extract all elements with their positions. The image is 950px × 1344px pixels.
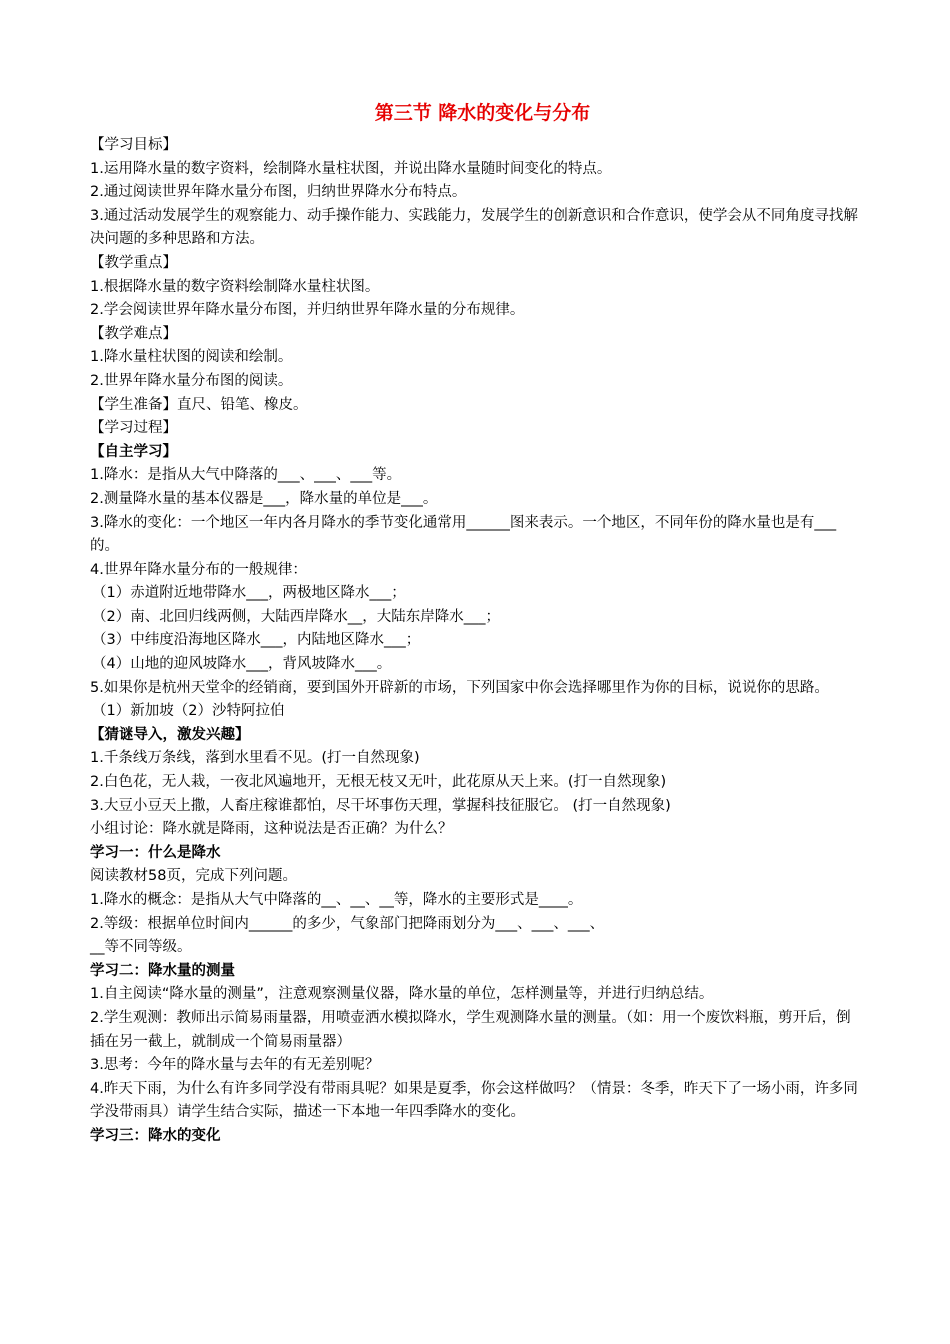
section-heading-objectives: 【学习目标】 (90, 137, 177, 153)
section-heading-study-three: 学习三：降水的变化 (90, 1127, 221, 1144)
student-preparation: 【学生准备】直尺、铅笔、橡皮。 (90, 396, 308, 413)
difficulty-item: 2.世界年降水量分布图的阅读。 (90, 372, 293, 389)
rule-item: （2）南、北回归线两侧，大陆西岸降水__，大陆东岸降水___； (92, 608, 500, 625)
section-heading-self-study: 【自主学习】 (90, 443, 177, 460)
option-list: （1）新加坡（2）沙特阿拉伯 (92, 703, 285, 720)
study-item: 4.昨天下雨，为什么有许多同学没有带雨具呢？如果是夏季，你会这样做吗？（情景：冬季，昨天下了一场小雨，许多同学没带雨具）请学生结合实际，描述一下本地一年四季降水的变化。 (90, 1080, 858, 1121)
objective-item: 2.通过阅读世界年降水量分布图，归纳世界降水分布特点。 (90, 184, 467, 201)
self-study-item: 3.降水的变化：一个地区一年内各月降水的季节变化通常用______图来表示。一个地区，不同年份的降水量也是有___的。 (90, 514, 837, 555)
self-study-item: 5.如果你是杭州天堂伞的经销商，要到国外开辟新的市场，下列国家中你会选择哪里作为你的目标，说说你的思路。 (90, 679, 829, 696)
study-item: 1.降水的概念：是指从大气中降落的__、__、__等，降水的主要形式是____。 (90, 892, 583, 908)
rule-item: （3）中纬度沿海地区降水___，内陆地区降水___； (92, 632, 421, 649)
difficulty-item: 1.降水量柱状图的阅读和绘制。 (90, 349, 293, 366)
study-item: 阅读教材58页，完成下列问题。 (90, 868, 297, 885)
study-item-continuation: __等不同等级。 (90, 939, 192, 956)
section-heading-key-points: 【教学重点】 (90, 254, 177, 271)
section-heading-study-two: 学习二：降水量的测量 (90, 962, 235, 979)
rule-item: （4）山地的迎风坡降水___，背风坡降水___。 (92, 656, 392, 673)
study-item: 2.等级：根据单位时间内______的多少，气象部门把降雨划分为___、___、___、 (90, 915, 605, 932)
document-page (90, 98, 865, 1149)
self-study-item: 4.世界年降水量分布的一般规律： (90, 561, 307, 578)
section-heading-process: 【学习过程】 (90, 420, 177, 437)
objective-item: 3.通过活动发展学生的观察能力、动手操作能力、实践能力，发展学生的创新意识和合作意识，使学会从不同角度寻找解决问题的多种思路和方法。 (90, 207, 858, 248)
group-discussion: 小组讨论：降水就是降雨，这种说法是否正确？为什么？ (90, 821, 453, 838)
page-title: 第三节 降水的变化与分布 (374, 102, 591, 124)
study-item: 1.自主阅读“降水量的测量”，注意观察测量仪器，降水量的单位，怎样测量等，并进行归纳总结。 (90, 986, 714, 1003)
self-study-item: 2.测量降水量的基本仪器是___，降水量的单位是___。 (90, 490, 438, 507)
riddle-item: 3.大豆小豆天上撒，人畜庄稼谁都怕，尽干坏事伤天理，掌握科技征服它。 (打一自然现象) (90, 797, 671, 814)
study-item: 2.学生观测：教师出示简易雨量器，用喷壶洒水模拟降水，学生观测降水量的测量。（如：用一个废饮料瓶，剪开后，倒插在另一截上，就制成一个简易雨量器） (90, 1009, 851, 1050)
rule-item: （1）赤道附近地带降水___，两极地区降水___； (92, 585, 406, 602)
section-heading-difficulties: 【教学难点】 (90, 325, 177, 342)
self-study-item: 1.降水：是指从大气中降落的___、___、___等。 (90, 467, 402, 484)
key-point-item: 2.学会阅读世界年降水量分布图，并归纳世界年降水量的分布规律。 (90, 302, 525, 319)
study-item: 3.思考：今年的降水量与去年的有无差别呢？ (90, 1057, 380, 1074)
riddle-item: 1.千条线万条线，落到水里看不见。(打一自然现象) (90, 750, 420, 767)
riddle-item: 2.白色花，无人栽，一夜北风遍地开，无根无枝又无叶，此花原从天上来。(打一自然现象) (90, 774, 667, 791)
section-heading-study-one: 学习一：什么是降水 (90, 844, 221, 861)
objective-item: 1.运用降水量的数字资料，绘制降水量柱状图，并说出降水量随时间变化的特点。 (90, 160, 612, 177)
key-point-item: 1.根据降水量的数字资料绘制降水量柱状图。 (90, 278, 380, 295)
section-heading-riddles: 【猜谜导入，激发兴趣】 (90, 726, 250, 743)
